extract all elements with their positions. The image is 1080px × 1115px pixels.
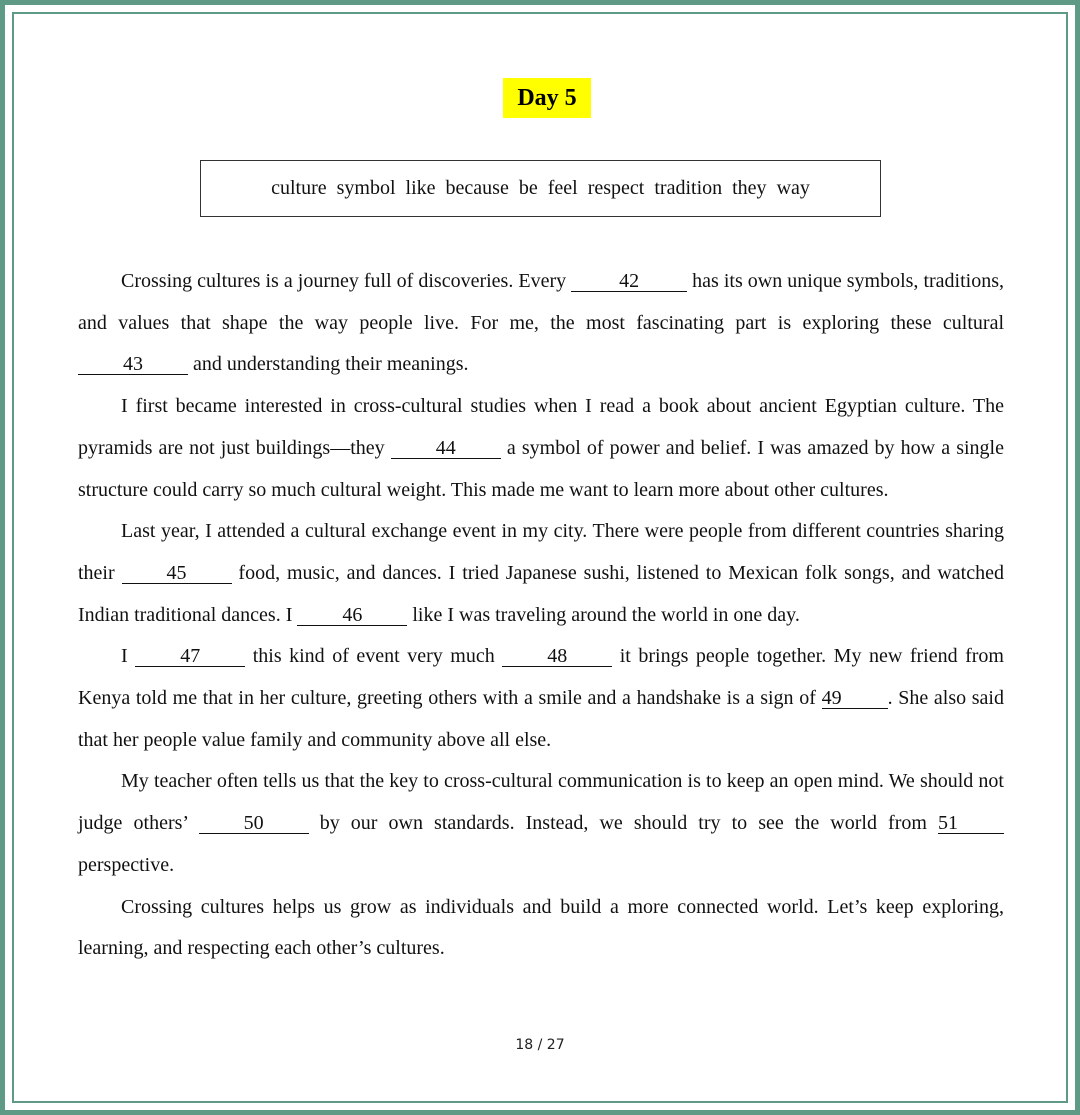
blank-49: 49 [822,688,888,709]
paragraph-2 [78,386,1004,511]
passage-text: this kind of event very much [245,645,503,668]
passage-text: . She also said that her people value family and community above all else. [78,687,1004,751]
word-bank-item: tradition [654,177,723,199]
passage-text: it brings people together. My new friend from Kenya told me that in her culture, greeting others with a smile and a handshake is a sign of [78,645,1004,710]
page-title: Day 5 [503,78,591,118]
passage-text: a symbol of power and belief. I was amazed by how a single structure could carry so much cultural weight. This made me want to learn more about other cultures. [78,436,1004,501]
passage-text: like I was traveling around the world in one day. [407,603,800,626]
passage-text: Last year, I attended a cultural exchange event in my city. There were people from different countries sharing their [78,520,1004,584]
passage-text: and understanding their meanings. [188,353,469,376]
word-bank-item: like [405,177,436,199]
word-bank-item: symbol [336,177,396,199]
paragraph-5 [78,761,1004,886]
blank-44: 44 [391,438,501,459]
paragraph-4 [78,636,1004,761]
blank-47: 47 [135,646,245,667]
passage-text: Crossing cultures is a journey full of discoveries. Every [121,270,572,292]
word-bank [200,160,881,217]
blank-43: 43 [78,354,188,375]
blank-48: 48 [502,646,612,667]
passage-text: Crossing cultures helps us grow as individuals and build a more connected world. Let’s keep exploring, learning, and respecting each other’s cultures. [78,895,1004,960]
word-bank-item: be [518,177,538,199]
paragraph-3 [78,511,1004,636]
word-bank-item: they [732,177,767,199]
passage-text: I first became interested in cross-cultural studies when I read a book about ancient Egyptian culture. The pyramids are not just buildings—they [78,395,1004,459]
passage-text: I [121,645,136,668]
passage-text: has its own unique symbols, traditions, and values that shape the way people live. For me, the most fascinating part is exploring these cultural [78,270,1004,334]
passage-text: by our own standards. Instead, we should try to see the world from [308,812,938,835]
paragraph-6 [78,887,1004,970]
blank-46: 46 [297,605,407,626]
passage [78,261,1004,970]
blank-50: 50 [199,813,309,834]
blank-51: 51 [938,813,1004,834]
passage-text: food, music, and dances. I tried Japanese sushi, listened to Mexican folk songs, and watched Indian traditional dances. I [78,561,1004,626]
page-number: 18 / 27 [515,1037,565,1053]
word-bank-item: feel [547,177,578,199]
passage-text: My teacher often tells us that the key to cross-cultural communication is to keep an open mind. We should not judge others’ [78,770,1004,835]
blank-45: 45 [122,563,232,584]
word-bank-item: respect [587,177,645,199]
word-bank-item: way [776,177,810,199]
word-bank-item: culture [271,177,327,199]
passage-text: perspective. [78,853,175,876]
paragraph-1 [78,261,1004,386]
blank-42: 42 [571,271,687,292]
word-bank-item: because [445,177,509,199]
